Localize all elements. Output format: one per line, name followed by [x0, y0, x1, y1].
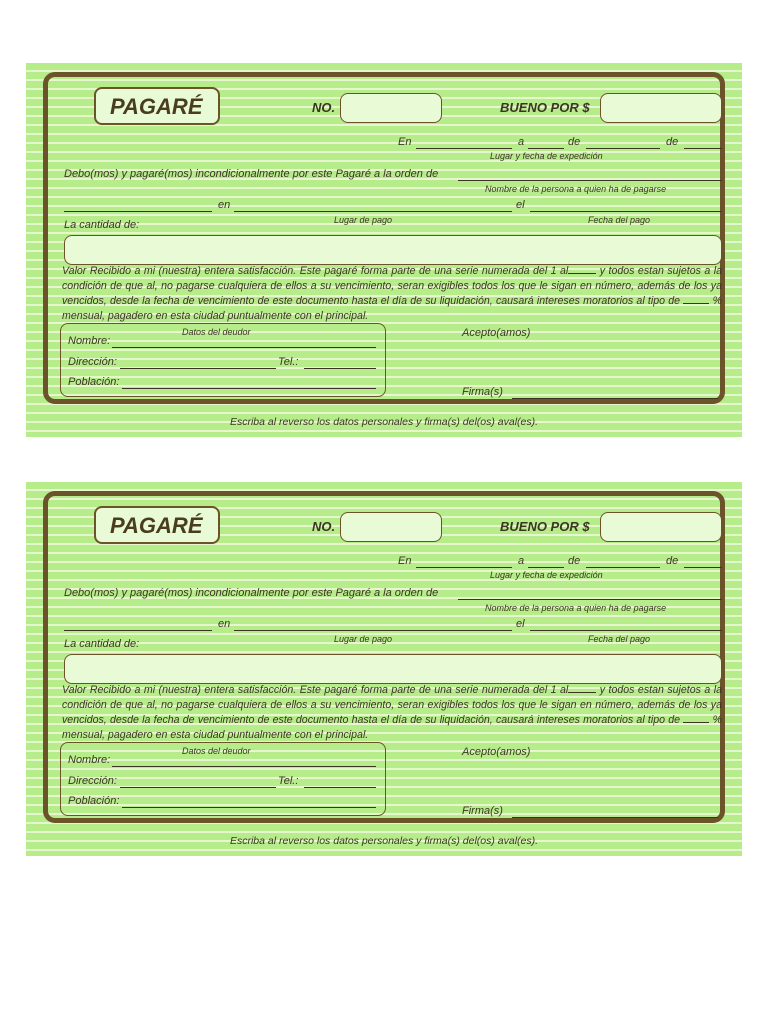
- no-label: NO.: [312, 100, 336, 115]
- lugar-fecha-caption: Lugar y fecha de expedición: [490, 570, 603, 580]
- el-label: el: [516, 618, 525, 630]
- a-label: a: [518, 136, 525, 148]
- cantidad-label: La cantidad de:: [64, 219, 140, 231]
- tel-label: Tel.:: [278, 775, 299, 787]
- bueno-por-label: BUENO POR $: [500, 100, 590, 115]
- poblacion-line[interactable]: [122, 807, 376, 808]
- cantidad-field[interactable]: [64, 654, 722, 684]
- payment-date-line[interactable]: [530, 630, 722, 631]
- place-line[interactable]: [416, 148, 512, 149]
- payee-line[interactable]: [458, 180, 722, 181]
- direccion-line[interactable]: [120, 787, 276, 788]
- debo-text: Debo(mos) y pagaré(mos) incondicionalmente por este Pagaré a la orden de: [64, 168, 439, 180]
- pagare-title: PAGARÉ: [110, 94, 203, 119]
- amount-field[interactable]: [600, 93, 722, 123]
- firma-label: Firma(s): [462, 386, 503, 398]
- month-line[interactable]: [586, 567, 660, 568]
- day-line[interactable]: [528, 567, 564, 568]
- direccion-line[interactable]: [120, 368, 276, 369]
- firma-line[interactable]: [512, 817, 718, 818]
- nombre-persona-caption: Nombre de la persona a quien ha de pagarse: [485, 184, 667, 194]
- nombre-persona-caption: Nombre de la persona a quien ha de pagarse: [485, 603, 667, 613]
- amount-field[interactable]: [600, 512, 722, 542]
- cantidad-field[interactable]: [64, 235, 722, 265]
- lugar-pago-caption: Lugar de pago: [334, 634, 393, 644]
- de-label-2: de: [666, 136, 679, 148]
- month-line[interactable]: [586, 148, 660, 149]
- de-label-2: de: [666, 555, 679, 567]
- poblacion-line[interactable]: [122, 388, 376, 389]
- terms-part-2: y todos estan sujetos a la condición de que al, no pagarse cualquiera de ellos a su vencimiento, seran exigibles todos los que le sigan en número, además de los ya vencidos, desde la fecha de vencimiento de este documento hasta el día de su liquidación, causará intereses moratorios al tipo de: [62, 265, 722, 308]
- de-label-1: de: [568, 136, 581, 148]
- debo-text: Debo(mos) y pagaré(mos) incondicionalmente por este Pagaré a la orden de: [64, 587, 439, 599]
- nombre-line[interactable]: [112, 347, 376, 348]
- place-line[interactable]: [416, 567, 512, 568]
- tel-line[interactable]: [304, 787, 376, 788]
- terms-part-3: % mensual, pagadero en esta ciudad puntualmente con el principal.: [62, 714, 722, 741]
- tel-line[interactable]: [304, 368, 376, 369]
- prefix-line[interactable]: [64, 211, 212, 212]
- no-label: NO.: [312, 519, 336, 534]
- payee-line[interactable]: [458, 599, 722, 600]
- payment-place-line[interactable]: [234, 211, 512, 212]
- terms-paragraph: [62, 263, 722, 323]
- payment-place-line[interactable]: [234, 630, 512, 631]
- pagare-form-1: [26, 63, 742, 437]
- bueno-por-label: BUENO POR $: [500, 519, 590, 534]
- interest-rate-blank[interactable]: [683, 293, 709, 304]
- payment-date-line[interactable]: [530, 211, 722, 212]
- terms-part-1: Valor Recibido a mi (nuestra) entera satisfacción. Este pagaré forma parte de una serie numerada del 1 al: [62, 265, 569, 277]
- fecha-pago-caption: Fecha del pago: [588, 634, 651, 644]
- year-line[interactable]: [684, 567, 722, 568]
- day-line[interactable]: [528, 148, 564, 149]
- footer-note: Escriba al reverso los datos personales y firma(s) del(os) aval(es).: [229, 835, 539, 847]
- terms-part-3: % mensual, pagadero en esta ciudad puntualmente con el principal.: [62, 295, 722, 322]
- de-label-1: de: [568, 555, 581, 567]
- title-box: [94, 506, 220, 544]
- year-line[interactable]: [684, 148, 722, 149]
- firma-label: Firma(s): [462, 805, 503, 817]
- en-label: En: [398, 136, 412, 148]
- nombre-line[interactable]: [112, 766, 376, 767]
- en-label: En: [398, 555, 412, 567]
- series-max-blank[interactable]: [568, 263, 596, 274]
- lugar-fecha-caption: Lugar y fecha de expedición: [490, 151, 603, 161]
- terms-paragraph: [62, 682, 722, 742]
- pagare-title: PAGARÉ: [110, 513, 203, 538]
- firma-line[interactable]: [512, 398, 718, 399]
- footer-note: Escriba al reverso los datos personales y firma(s) del(os) aval(es).: [229, 416, 539, 428]
- fecha-pago-caption: Fecha del pago: [588, 215, 651, 225]
- datos-deudor-label: Datos del deudor: [182, 327, 251, 337]
- title-box: [94, 87, 220, 125]
- acepto-label: Acepto(amos): [462, 746, 531, 758]
- direccion-label: Dirección:: [68, 356, 117, 368]
- prefix-line[interactable]: [64, 630, 212, 631]
- en-label-2: en: [218, 199, 231, 211]
- en-label-2: en: [218, 618, 231, 630]
- el-label: el: [516, 199, 525, 211]
- tel-label: Tel.:: [278, 356, 299, 368]
- nombre-label: Nombre:: [68, 754, 111, 766]
- terms-part-1: Valor Recibido a mi (nuestra) entera satisfacción. Este pagaré forma parte de una serie numerada del 1 al: [62, 684, 569, 696]
- no-field[interactable]: [340, 93, 442, 123]
- pagare-form-2: [26, 482, 742, 856]
- poblacion-label: Población:: [68, 795, 120, 807]
- series-max-blank[interactable]: [568, 682, 596, 693]
- direccion-label: Dirección:: [68, 775, 117, 787]
- nombre-label: Nombre:: [68, 335, 111, 347]
- interest-rate-blank[interactable]: [683, 712, 709, 723]
- no-field[interactable]: [340, 512, 442, 542]
- lugar-pago-caption: Lugar de pago: [334, 215, 393, 225]
- datos-deudor-label: Datos del deudor: [182, 746, 251, 756]
- terms-part-2: y todos estan sujetos a la condición de que al, no pagarse cualquiera de ellos a su vencimiento, seran exigibles todos los que le sigan en número, además de los ya vencidos, desde la fecha de vencimiento de este documento hasta el día de su liquidación, causará intereses moratorios al tipo de: [62, 684, 722, 727]
- poblacion-label: Población:: [68, 376, 120, 388]
- cantidad-label: La cantidad de:: [64, 638, 140, 650]
- acepto-label: Acepto(amos): [462, 327, 531, 339]
- a-label: a: [518, 555, 525, 567]
